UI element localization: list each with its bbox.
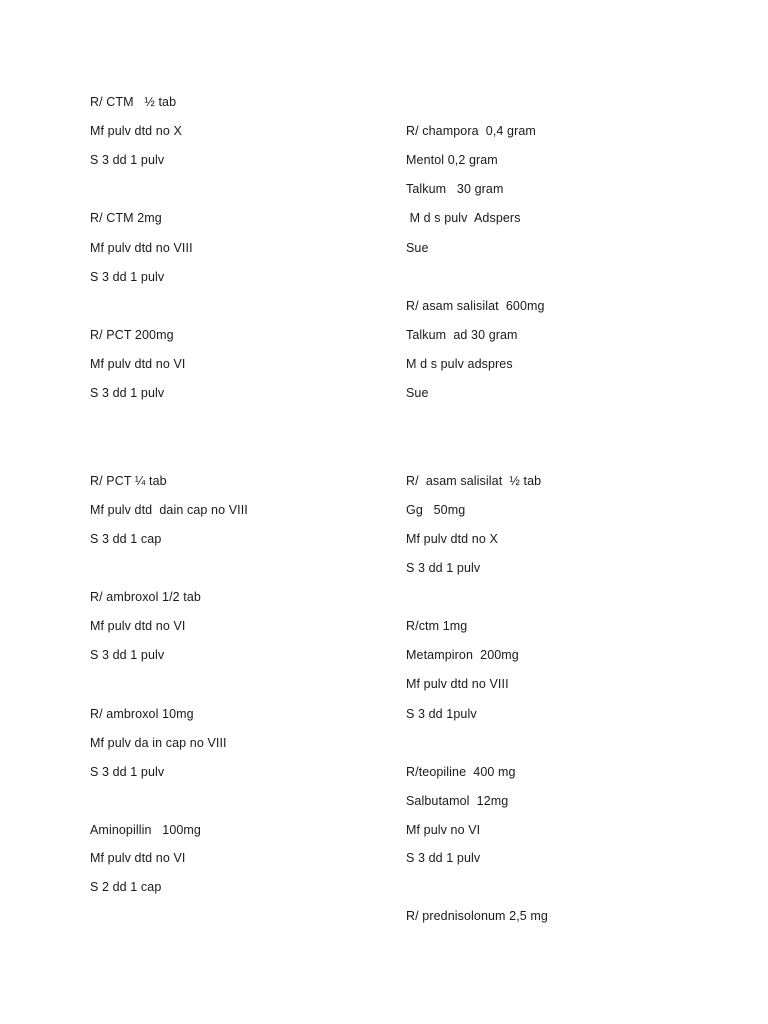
rx-line: S 3 dd 1 pulv xyxy=(90,270,165,284)
rx-line: Mf pulv dtd no X xyxy=(90,124,182,138)
rx-line: Sue xyxy=(406,241,429,255)
rx-line: R/teopiline 400 mg xyxy=(406,765,516,779)
rx-line: Mf pulv dtd no VIII xyxy=(90,241,193,255)
rx-line: Mf pulv da in cap no VIII xyxy=(90,736,227,750)
rx-line: Mf pulv dtd dain cap no VIII xyxy=(90,503,248,517)
rx-line: Sue xyxy=(406,386,429,400)
rx-line: Mf pulv dtd no VI xyxy=(90,357,186,371)
rx-line: S 3 dd 1 pulv xyxy=(406,851,481,865)
rx-line: S 3 dd 1 pulv xyxy=(90,153,165,167)
rx-line: Aminopillin 100mg xyxy=(90,823,201,837)
rx-line: S 3 dd 1pulv xyxy=(406,707,477,721)
rx-line: S 3 dd 1 pulv xyxy=(90,386,165,400)
rx-line: R/ prednisolonum 2,5 mg xyxy=(406,909,548,923)
rx-line: R/ champora 0,4 gram xyxy=(406,124,536,138)
rx-line: Mf pulv dtd no VI xyxy=(90,851,186,865)
rx-line: Mf pulv dtd no X xyxy=(406,532,498,546)
rx-line: Salbutamol 12mg xyxy=(406,794,509,808)
rx-line: S 2 dd 1 cap xyxy=(90,880,162,894)
rx-line: S 3 dd 1 pulv xyxy=(90,765,165,779)
rx-line: R/ CTM ½ tab xyxy=(90,95,177,109)
rx-line: Talkum 30 gram xyxy=(406,182,504,196)
rx-line: R/ asam salisilat 600mg xyxy=(406,299,545,313)
rx-line: Mentol 0,2 gram xyxy=(406,153,498,167)
rx-line: M d s pulv adspres xyxy=(406,357,513,371)
rx-line: Mf pulv dtd no VI xyxy=(90,619,186,633)
rx-line: R/ ambroxol 1/2 tab xyxy=(90,590,201,604)
rx-line: R/ PCT ¼ tab xyxy=(90,474,167,488)
rx-line: R/ ambroxol 10mg xyxy=(90,707,194,721)
rx-line: R/ctm 1mg xyxy=(406,619,468,633)
rx-line: S 3 dd 1 cap xyxy=(90,532,162,546)
rx-line: Metampiron 200mg xyxy=(406,648,519,662)
rx-line: Mf pulv no VI xyxy=(406,823,481,837)
rx-line: S 3 dd 1 pulv xyxy=(406,561,481,575)
rx-line: M d s pulv Adspers xyxy=(406,211,521,225)
rx-line: Talkum ad 30 gram xyxy=(406,328,518,342)
rx-line: R/ CTM 2mg xyxy=(90,211,162,225)
rx-line: R/ asam salisilat ½ tab xyxy=(406,474,542,488)
rx-line: R/ PCT 200mg xyxy=(90,328,174,342)
rx-line: Gg 50mg xyxy=(406,503,466,517)
rx-line: S 3 dd 1 pulv xyxy=(90,648,165,662)
rx-line: Mf pulv dtd no VIII xyxy=(406,677,509,691)
